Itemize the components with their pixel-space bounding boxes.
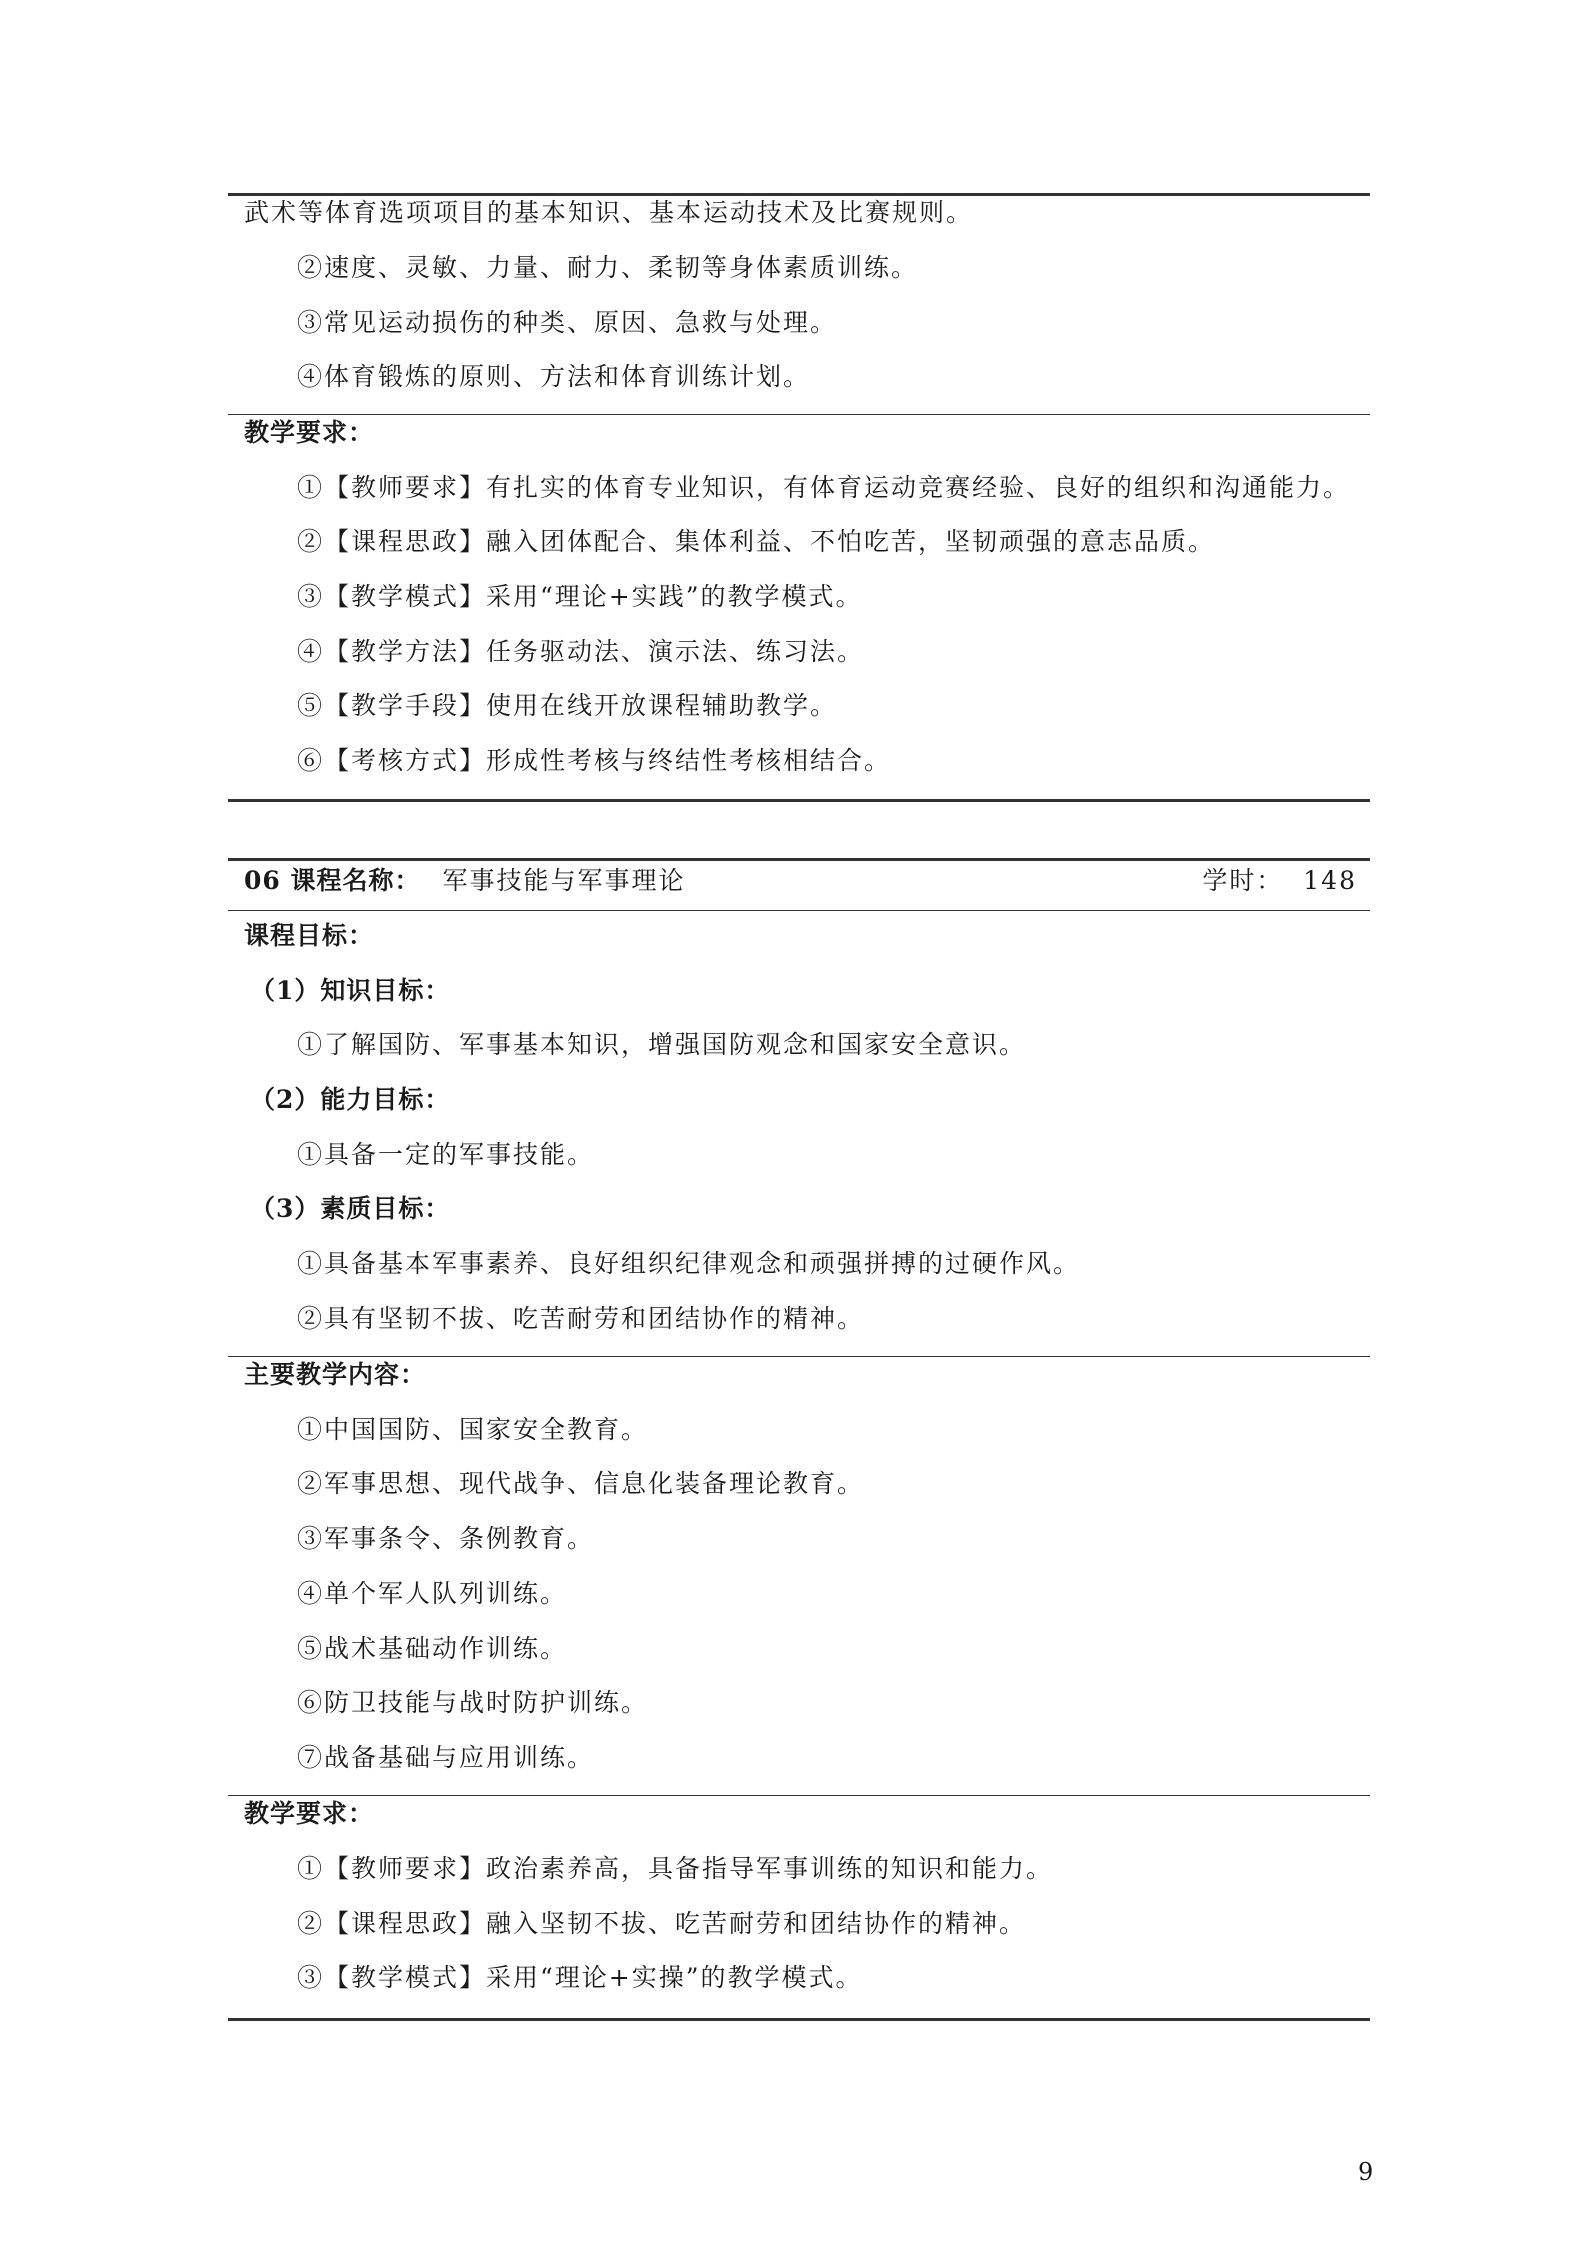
goal-line: ①具备一定的军事技能。 [297, 1140, 595, 1169]
section-end-rule [228, 799, 1370, 802]
requirement-line: ③【教学模式】采用“理论+实践”的教学模式。 [297, 582, 863, 611]
content-heading: 主要教学内容： [244, 1360, 427, 1389]
goal-line: ①具备基本军事素养、良好组织纪律观念和顽强拼搏的过硬作风。 [297, 1249, 1081, 1278]
hours-label: 学时： [1202, 866, 1284, 895]
course-name-label: 06 课程名称： [244, 866, 421, 895]
content-line: ④单个军人队列训练。 [297, 1579, 568, 1608]
section-divider [228, 414, 1370, 415]
content-line: ④体育锻炼的原则、方法和体育训练计划。 [297, 362, 811, 391]
content-line: ③军事条令、条例教育。 [297, 1524, 595, 1553]
content-line: ③常见运动损伤的种类、原因、急救与处理。 [297, 308, 838, 337]
content-line: ②速度、灵敏、力量、耐力、柔韧等身体素质训练。 [297, 253, 919, 282]
course-top-rule [228, 858, 1370, 861]
content-line: ⑦战备基础与应用训练。 [297, 1743, 595, 1772]
ability-heading: （2）能力目标： [250, 1085, 451, 1114]
content-line: 武术等体育选项项目的基本知识、基本运动技术及比赛规则。 [244, 198, 974, 227]
requirements-heading: 教学要求： [244, 418, 375, 447]
content-line: ⑥防卫技能与战时防护训练。 [297, 1688, 649, 1717]
requirement-line: ⑤【教学手段】使用在线开放课程辅助教学。 [297, 691, 838, 720]
page-number: 9 [1358, 2158, 1374, 2186]
requirement-line: ①【教师要求】有扎实的体育专业知识，有体育运动竞赛经验、良好的组织和沟通能力。 [297, 473, 1351, 502]
goal-line: ②具有坚韧不拔、吃苦耐劳和团结协作的精神。 [297, 1304, 865, 1333]
course-bottom-rule [228, 2018, 1370, 2021]
section-divider [228, 1795, 1370, 1796]
course-hours [1202, 865, 1357, 897]
course-name-row [244, 865, 685, 897]
requirements-heading: 教学要求： [244, 1799, 375, 1828]
course-name: 军事技能与军事理论 [442, 866, 686, 895]
section-divider [228, 910, 1370, 911]
section-divider [228, 1356, 1370, 1357]
requirement-line: ⑥【考核方式】形成性考核与终结性考核相结合。 [297, 746, 892, 775]
content-line: ②军事思想、现代战争、信息化装备理论教育。 [297, 1469, 865, 1498]
quality-heading: （3）素质目标： [250, 1194, 451, 1223]
knowledge-heading: （1）知识目标： [250, 976, 451, 1005]
top-rule [228, 193, 1370, 196]
content-line: ⑤战术基础动作训练。 [297, 1634, 568, 1663]
requirement-line: ②【课程思政】融入团体配合、集体利益、不怕吃苦，坚韧顽强的意志品质。 [297, 527, 1216, 556]
goal-line: ①了解国防、军事基本知识，增强国防观念和国家安全意识。 [297, 1030, 1027, 1059]
content-line: ①中国国防、国家安全教育。 [297, 1415, 649, 1444]
requirement-line: ④【教学方法】任务驱动法、演示法、练习法。 [297, 637, 865, 666]
goals-heading: 课程目标： [244, 921, 375, 950]
requirement-line: ②【课程思政】融入坚韧不拔、吃苦耐劳和团结协作的精神。 [297, 1909, 1027, 1938]
hours-value: 148 [1303, 866, 1357, 895]
requirement-line: ①【教师要求】政治素养高，具备指导军事训练的知识和能力。 [297, 1854, 1054, 1883]
requirement-line: ③【教学模式】采用“理论+实操”的教学模式。 [297, 1963, 863, 1992]
